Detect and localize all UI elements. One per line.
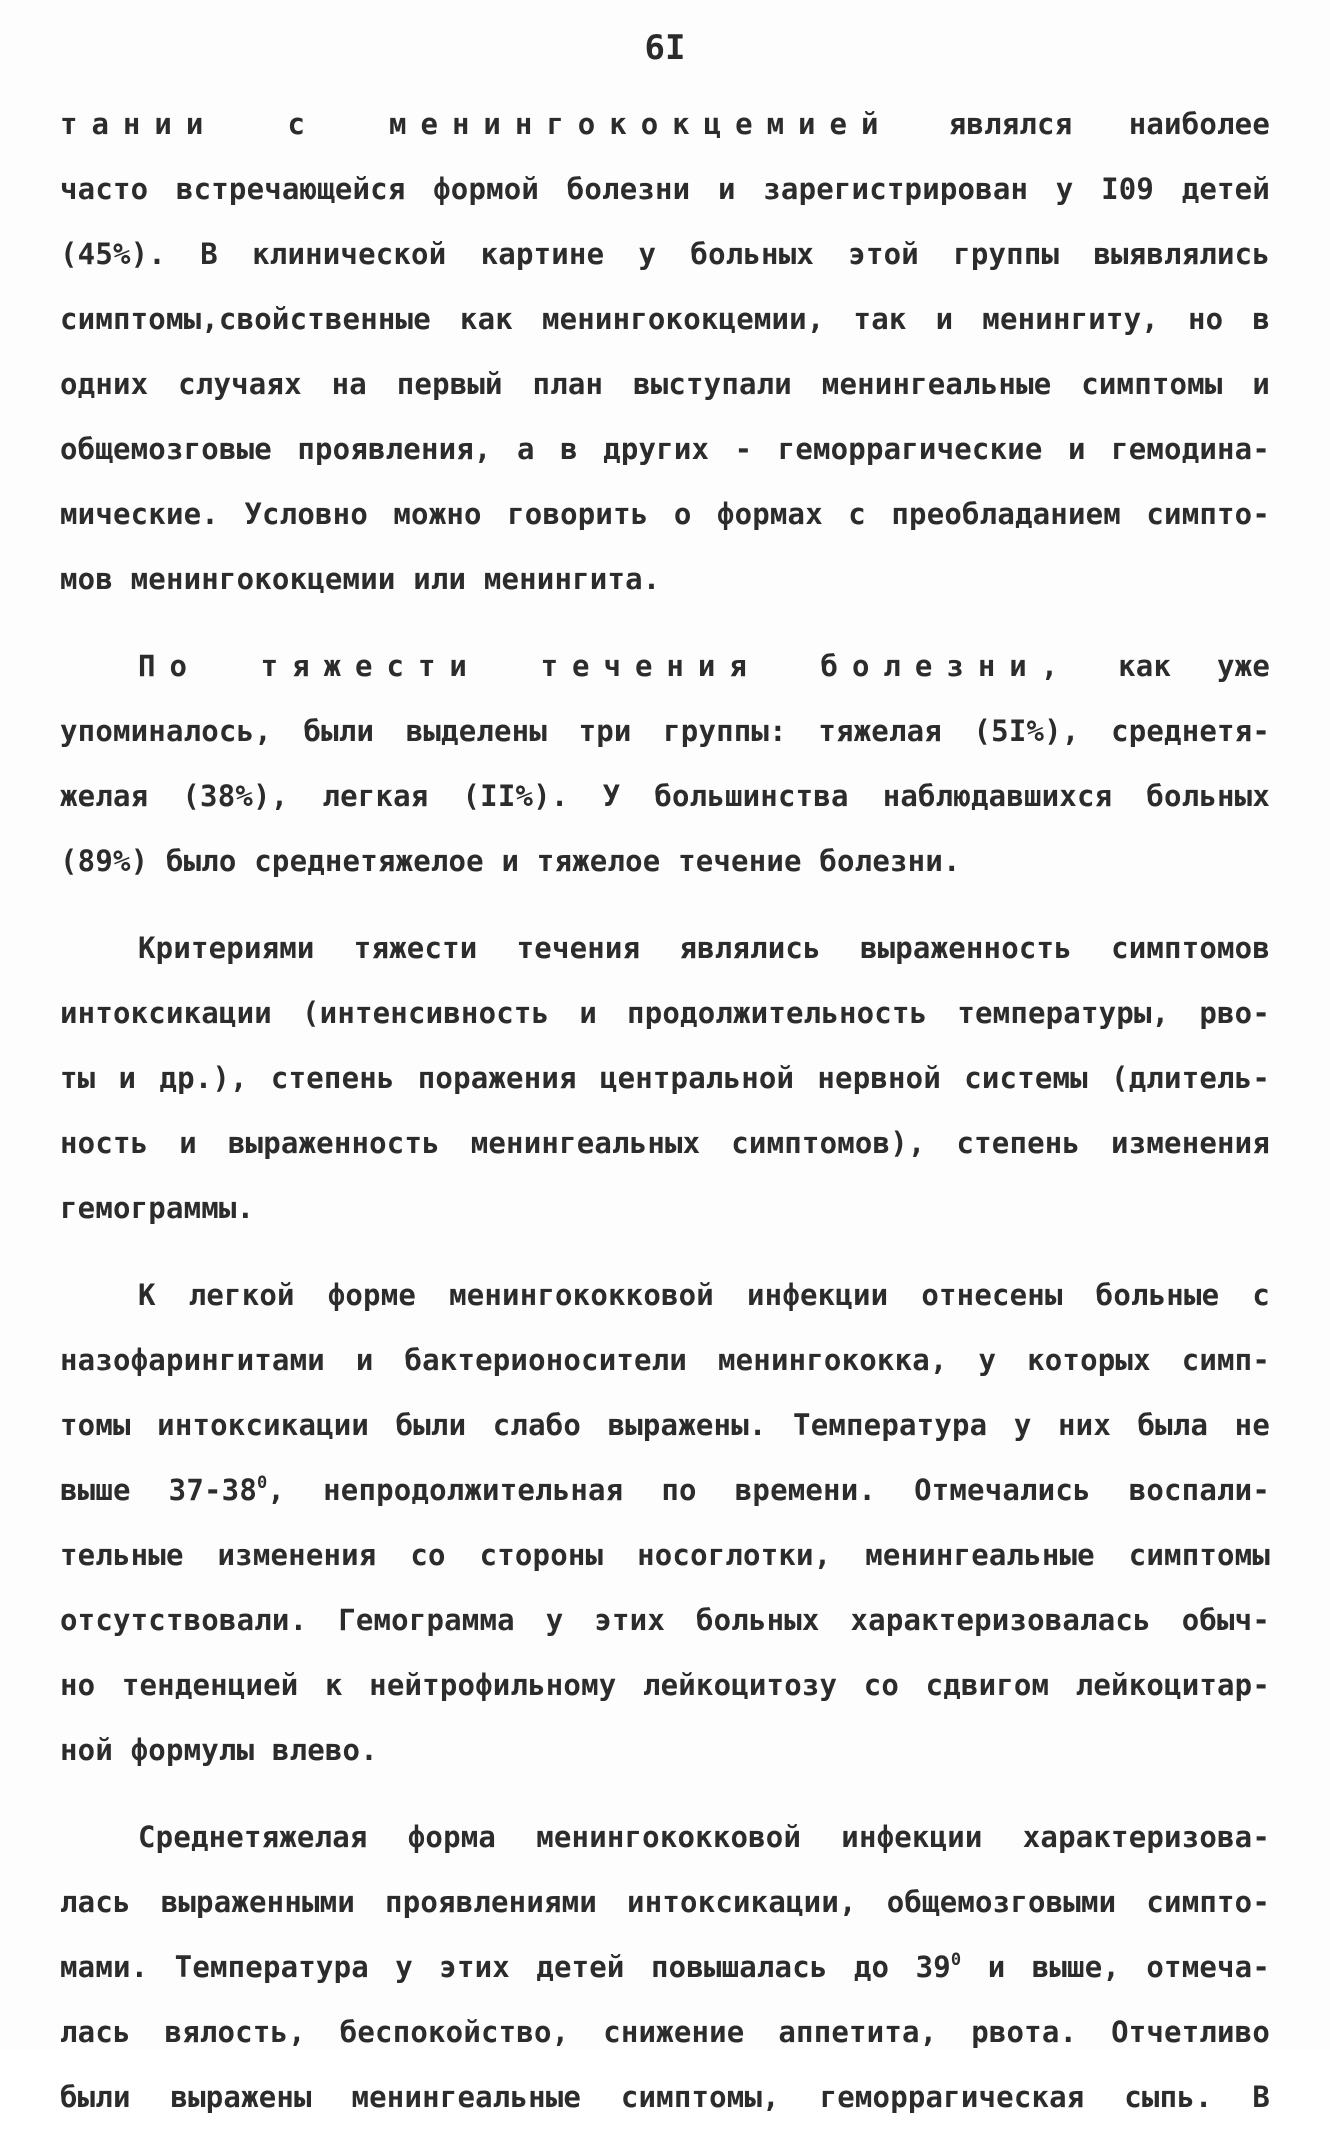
body-text xyxy=(60,92,1270,2130)
text-line: (45%). В клинической картине у больных этой группы выявлялись xyxy=(60,237,1270,271)
degree-superscript: 0 xyxy=(950,1950,962,1970)
text-line xyxy=(60,1458,1270,1523)
text-line xyxy=(60,92,1270,157)
text-line: но тенденцией к нейтрофильному лейкоцитозу со сдвигом лейкоцитар- xyxy=(60,1668,1270,1702)
text-line: интоксикации (интенсивность и продолжительность температуры, рво- xyxy=(60,996,1270,1030)
text-line: гемограммы. xyxy=(60,1191,255,1225)
text-line: томы интоксикации были слабо выражены. Температура у них была не xyxy=(60,1408,1270,1442)
text-fragment: выше 37-38 xyxy=(60,1473,257,1507)
text-line: ной формулы влево. xyxy=(60,1733,378,1767)
text-line: (89%) было среднетяжелое и тяжелое течение болезни. xyxy=(60,844,961,878)
text-line: К легкой форме менингококковой инфекции отнесены больные с xyxy=(138,1278,1270,1312)
text-line: мические. Условно можно говорить о формах с преобладанием симпто- xyxy=(60,497,1270,531)
text-line: общемозговые проявления, а в других - геморрагические и гемодина- xyxy=(60,432,1270,466)
spaced-heading: тании с менингококцемией xyxy=(60,107,893,141)
text-line: лась выраженными проявлениями интоксикации, общемозговыми симпто- xyxy=(60,1885,1270,1919)
text-line: желая (38%), легкая (II%). У большинства наблюдавшихся больных xyxy=(60,779,1270,813)
spaced-heading: По тяжести течения болезни, xyxy=(138,649,1073,683)
text-line: симптомы,свойственные как менингококцемии, так и менингиту, но в xyxy=(60,302,1270,336)
degree-superscript: 0 xyxy=(256,1473,268,1493)
text-line: ность и выраженность менингеальных симптомов), степень изменения xyxy=(60,1126,1270,1160)
text-line: тельные изменения со стороны носоглотки, менингеальные симптомы xyxy=(60,1538,1270,1572)
text-line: часто встречающейся формой болезни и зарегистрирован у I09 детей xyxy=(60,172,1270,206)
text-line: отсутствовали. Гемограмма у этих больных характеризовалась обыч- xyxy=(60,1603,1270,1637)
text-fragment: являлся наиболее xyxy=(892,107,1270,141)
text-line: Критериями тяжести течения являлись выраженность симптомов xyxy=(138,931,1270,965)
text-line xyxy=(60,634,1270,699)
text-line: были выражены менингеальные симптомы, геморрагическая сыпь. В xyxy=(60,2080,1270,2114)
page-number: 6I xyxy=(644,28,686,68)
text-line: лась вялость, беспокойство, снижение аппетита, рвота. Отчетливо xyxy=(60,2015,1270,2049)
text-line: ты и др.), степень поражения центральной нервной системы (длитель- xyxy=(60,1061,1270,1095)
text-line: Среднетяжелая форма менингококковой инфекции характеризова- xyxy=(138,1820,1270,1854)
text-fragment: и выше, отмеча- xyxy=(961,1950,1270,1984)
text-line: упоминалось, были выделены три группы: тяжелая (5I%), среднетя- xyxy=(60,714,1270,748)
text-line: назофарингитами и бактерионосители менингококка, у которых симп- xyxy=(60,1343,1270,1377)
text-fragment: как уже xyxy=(1072,649,1271,683)
text-line xyxy=(60,1935,1270,2000)
text-fragment: , непродолжительная по времени. Отмечались воспали- xyxy=(267,1473,1270,1507)
text-fragment: мами. Температура у этих детей повышалась до 39 xyxy=(60,1950,951,1984)
text-line: одних случаях на первый план выступали менингеальные симптомы и xyxy=(60,367,1270,401)
text-line: мов менингококцемии или менингита. xyxy=(60,562,661,596)
